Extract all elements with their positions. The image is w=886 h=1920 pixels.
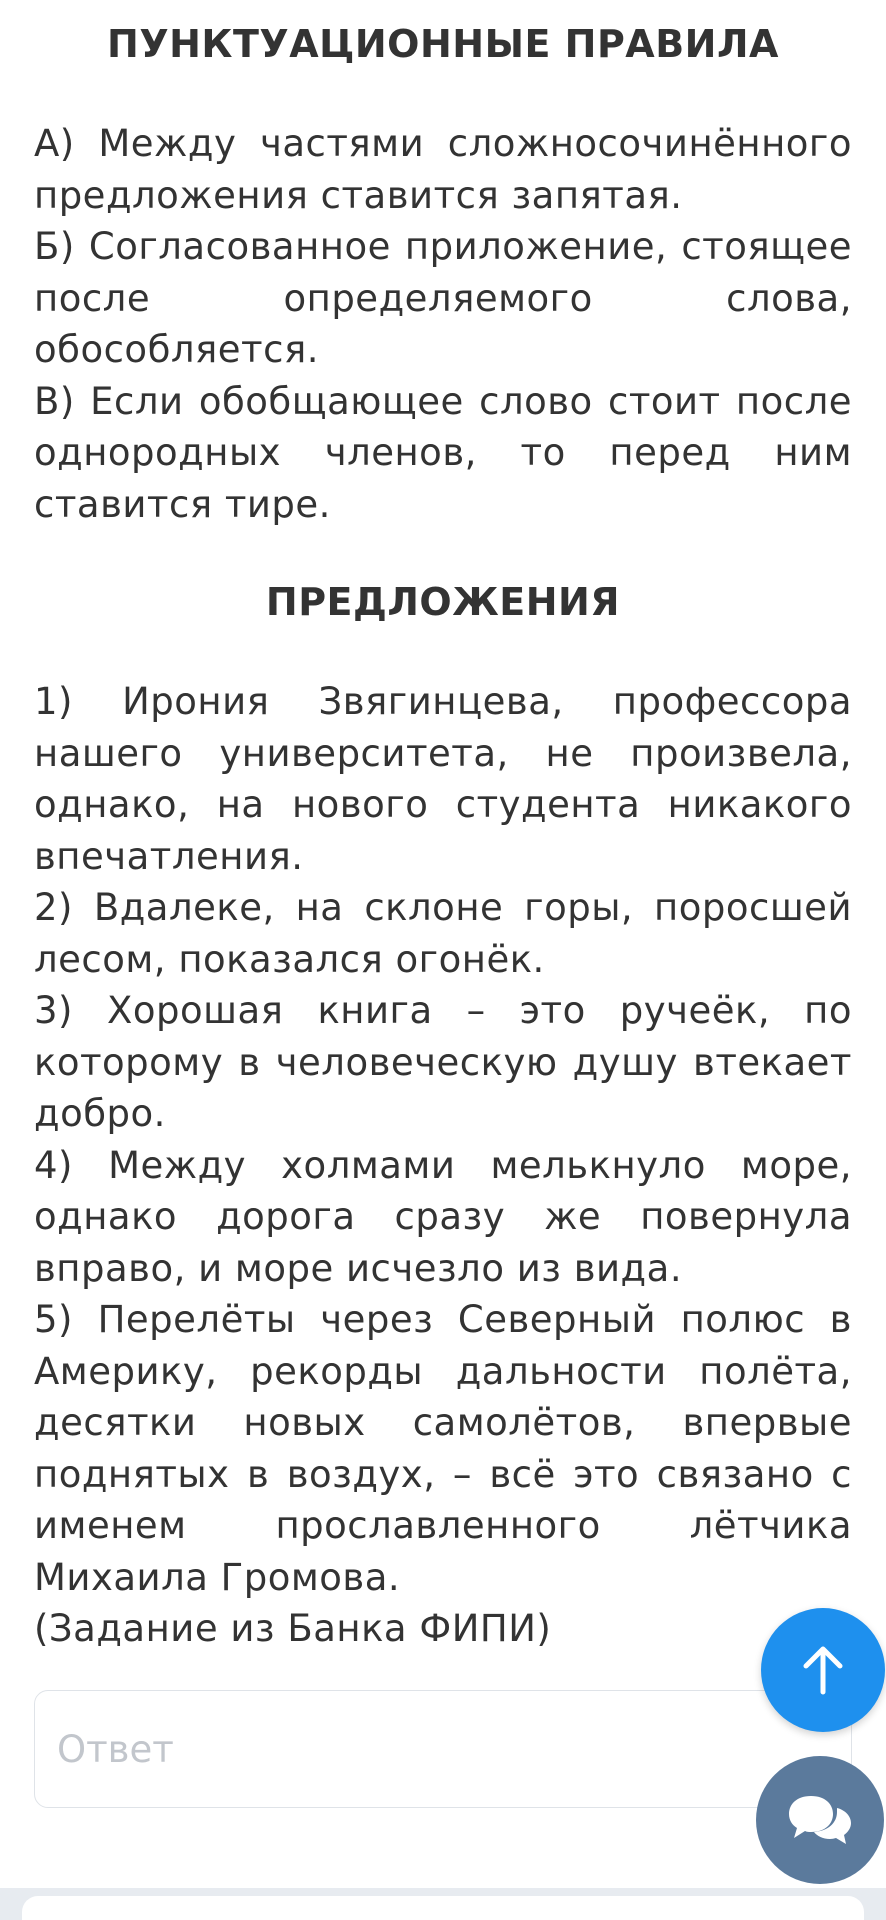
rules-heading: ПУНКТУАЦИОННЫЕ ПРАВИЛА bbox=[107, 22, 779, 66]
sentence-item: 4) Между холмами мелькнуло море, однако дорога сразу же повернула вправо, и море исчезло из вида. bbox=[34, 1143, 852, 1290]
sentence-item: 5) Перелёты через Северный полюс в Америку, рекорды дальности полёта, десятки новых самолётов, впервые поднятых в воздух, – всё это связано с именем прославленного лётчика Михаила Громова. bbox=[34, 1298, 852, 1599]
answer-input[interactable] bbox=[34, 1690, 852, 1808]
chat-bubbles-icon bbox=[785, 1792, 855, 1848]
sentence-item: 1) Ирония Звягинцева, профессора нашего университета, не произвела, однако, на нового студента никакого впечатления. bbox=[34, 680, 852, 878]
rule-item: В) Если обобщающее слово стоит после однородных членов, то перед ним ставится тире. bbox=[34, 379, 852, 526]
sentences-heading: ПРЕДЛОЖЕНИЯ bbox=[265, 580, 621, 624]
scroll-up-button[interactable] bbox=[761, 1608, 885, 1732]
task-content bbox=[34, 18, 852, 1655]
sentence-item: 2) Вдалеке, на склоне горы, поросшей лесом, показался огонёк. bbox=[34, 886, 852, 981]
task-source: (Задание из Банка ФИПИ) bbox=[34, 1607, 552, 1650]
sentence-item: 3) Хорошая книга – это ручеёк, по которому в человеческую душу втекает добро. bbox=[34, 989, 852, 1135]
next-card-edge bbox=[22, 1896, 864, 1920]
rule-item: А) Между частями сложносочинённого предложения ставится запятая. bbox=[34, 122, 852, 217]
sentences-list bbox=[34, 676, 852, 1655]
arrow-up-icon bbox=[799, 1644, 847, 1696]
rule-item: Б) Согласованное приложение, стоящее после определяемого слова, обособляется. bbox=[34, 225, 852, 371]
rules-list bbox=[34, 118, 852, 530]
chat-button[interactable] bbox=[756, 1756, 884, 1884]
